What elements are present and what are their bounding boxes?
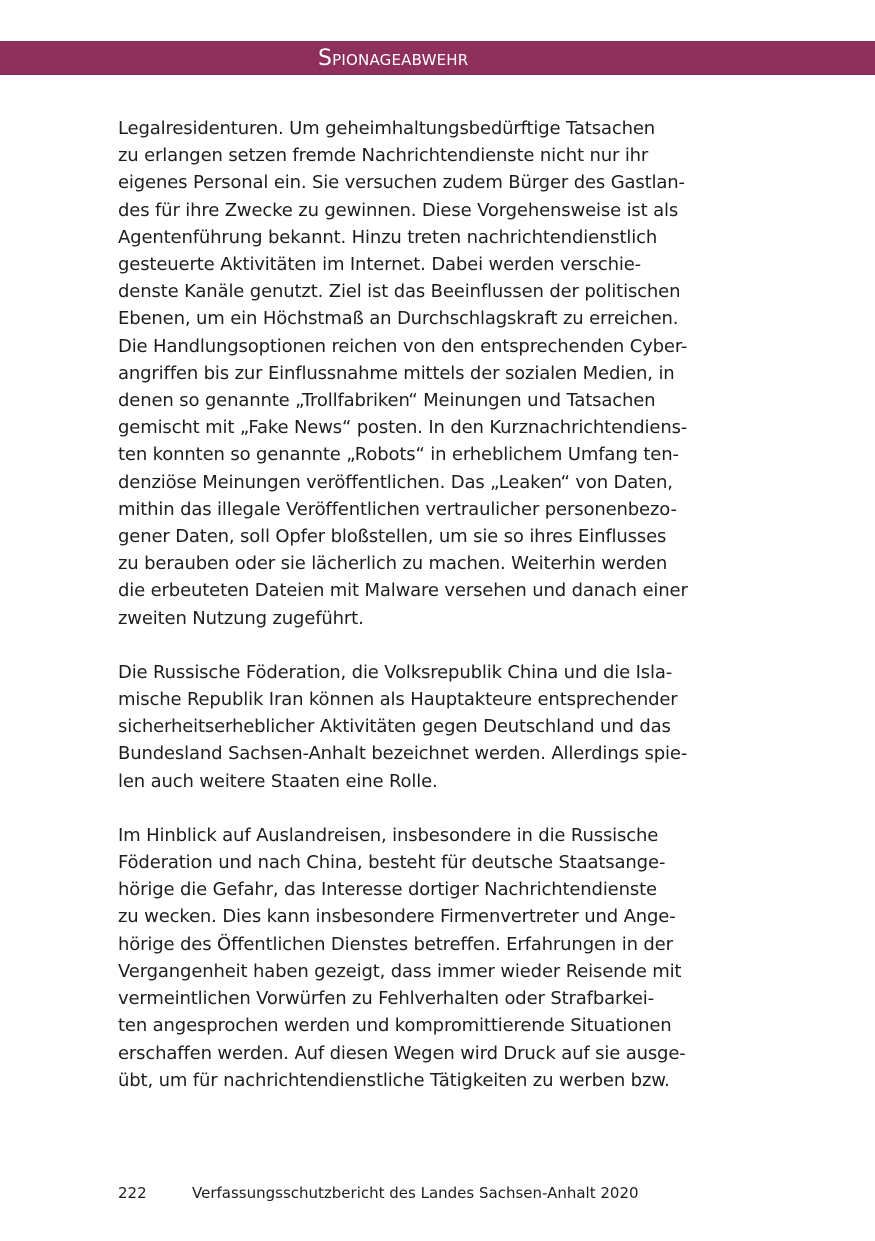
section-title: Spionageabwehr bbox=[318, 46, 469, 71]
text-line: mithin das illegale Veröffentlichen vertraulicher personenbezo- bbox=[118, 498, 677, 520]
page-footer bbox=[118, 1183, 639, 1203]
text-line: gener Daten, soll Opfer bloßstellen, um sie so ihres Einflusses bbox=[118, 526, 667, 548]
section-header-band bbox=[0, 41, 875, 75]
text-line: angriffen bis zur Einflussnahme mittels der sozialen Medien, in bbox=[118, 362, 675, 384]
text-line: hörige die Gefahr, das Interesse dortiger Nachrichtendienste bbox=[118, 879, 657, 901]
document-body bbox=[118, 115, 778, 1094]
text-line: Im Hinblick auf Auslandreisen, insbesondere in die Russische bbox=[118, 824, 659, 846]
text-line: sicherheitserheblicher Aktivitäten gegen Deutschland und das bbox=[118, 716, 671, 738]
text-line: ten angesprochen werden und kompromittierende Situationen bbox=[118, 1015, 672, 1037]
text-line: gesteuerte Aktivitäten im Internet. Dabei werden verschie- bbox=[118, 254, 642, 276]
paragraph-3 bbox=[118, 822, 778, 1094]
text-line: zweiten Nutzung zugeführt. bbox=[118, 607, 364, 629]
text-line: übt, um für nachrichtendienstliche Tätigkeiten zu werben bzw. bbox=[118, 1069, 670, 1091]
paragraph-2 bbox=[118, 659, 778, 795]
text-line: erschaffen werden. Auf diesen Wegen wird Druck auf sie ausge- bbox=[118, 1042, 686, 1064]
text-line: denen so genannte „Trollfabriken“ Meinungen und Tatsachen bbox=[118, 390, 656, 412]
text-line: Die Russische Föderation, die Volksrepublik China und die Isla- bbox=[118, 661, 673, 683]
text-line: gemischt mit „Fake News“ posten. In den Kurznachrichtendiens- bbox=[118, 417, 688, 439]
text-line: zu berauben oder sie lächerlich zu machen. Weiterhin werden bbox=[118, 553, 668, 575]
text-line: vermeintlichen Vorwürfen zu Fehlverhalten oder Strafbarkei- bbox=[118, 988, 654, 1010]
text-line: Legalresidenturen. Um geheimhaltungsbedürftige Tatsachen bbox=[118, 118, 656, 139]
text-line: denste Kanäle genutzt. Ziel ist das Beeinflussen der politischen bbox=[118, 281, 681, 303]
text-line: denziöse Meinungen veröffentlichen. Das „Leaken“ von Daten, bbox=[118, 471, 673, 493]
text-line: die erbeuteten Dateien mit Malware versehen und danach einer bbox=[118, 580, 688, 602]
page-number: 222 bbox=[118, 1184, 147, 1202]
text-line: Föderation und nach China, besteht für deutsche Staatsange- bbox=[118, 852, 666, 874]
text-line: Bundesland Sachsen-Anhalt bezeichnet werden. Allerdings spie- bbox=[118, 743, 688, 765]
text-line: ten konnten so genannte „Robots“ in erheblichem Umfang ten- bbox=[118, 444, 679, 466]
text-line: zu erlangen setzen fremde Nachrichtendienste nicht nur ihr bbox=[118, 145, 649, 167]
text-line: des für ihre Zwecke zu gewinnen. Diese Vorgehensweise ist als bbox=[118, 199, 679, 221]
text-line: len auch weitere Staaten eine Rolle. bbox=[118, 770, 438, 792]
paragraph-1 bbox=[118, 115, 778, 632]
text-line: mische Republik Iran können als Hauptakteure entsprechender bbox=[118, 689, 678, 711]
text-line: eigenes Personal ein. Sie versuchen zudem Bürger des Gastlan- bbox=[118, 172, 685, 194]
text-line: zu wecken. Dies kann insbesondere Firmenvertreter und Ange- bbox=[118, 906, 676, 928]
text-line: Die Handlungsoptionen reichen von den entsprechenden Cyber- bbox=[118, 335, 688, 357]
text-line: hörige des Öffentlichen Dienstes betreffen. Erfahrungen in der bbox=[118, 933, 673, 955]
text-line: Vergangenheit haben gezeigt, dass immer wieder Reisende mit bbox=[118, 960, 682, 982]
text-line: Agentenführung bekannt. Hinzu treten nachrichtendienstlich bbox=[118, 226, 658, 248]
publication-title: Verfassungsschutzbericht des Landes Sachsen-Anhalt 2020 bbox=[192, 1184, 639, 1202]
text-line: Ebenen, um ein Höchstmaß an Durchschlagskraft zu erreichen. bbox=[118, 308, 679, 330]
